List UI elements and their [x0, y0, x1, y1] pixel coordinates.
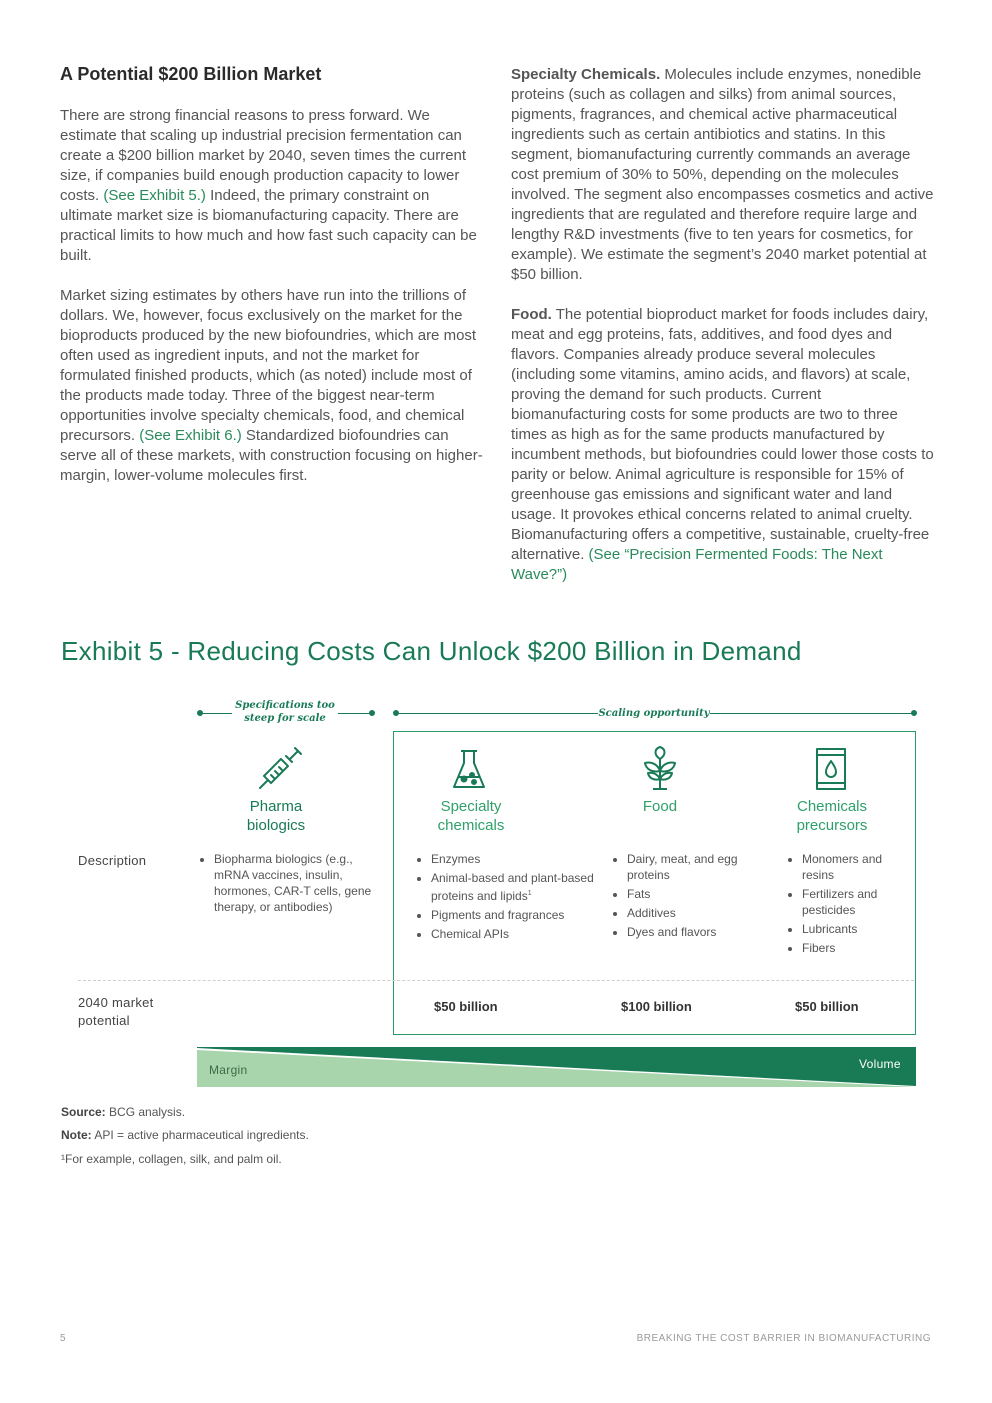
scaling-label: Scaling opportunity — [598, 708, 710, 719]
list-item: • Pigments and fragrances — [431, 907, 596, 923]
category-label-line: biologics — [246, 817, 306, 834]
note-text: API = active pharmaceutical ingredients. — [91, 1128, 309, 1142]
pharma-description-list — [198, 851, 389, 918]
margin-volume-wedge — [197, 1047, 916, 1087]
document-title: BREAKING THE COST BARRIER IN BIOMANUFACTURING — [636, 1333, 931, 1344]
lead-food: Food. — [511, 306, 552, 323]
spec-label-line-2: steep for scale — [244, 713, 326, 724]
left-column — [60, 62, 484, 506]
paragraph-text: The potential bioproduct market for foods includes dairy, meat and egg proteins, fats, additives, and food dyes and flavors. Companies already produce several molecules (including some vitamins, amino acids, and flavors) at scale, proving the demand for such products. Current biomanufacturing costs for some products are two to three times as high as for the same products manufactured by incumbent methods, but biofoundries could lower those costs to parity or below. Animal agriculture is responsible for 15% of greenhouse gas emissions and significant water and land usage. It provokes ethical concerns related to animal cruelty. Biomanufacturing offers a competitive, sustainable, cruelty-free alternative. — [511, 306, 934, 563]
note-label: Note: — [61, 1128, 92, 1142]
footnote: ¹For example, collagen, silk, and palm oil. — [61, 1152, 282, 1166]
source-text: BCG analysis. — [105, 1105, 186, 1119]
precision-foods-link[interactable]: (See “Precision Fermented Foods: The Next Wave?”) — [511, 546, 883, 583]
spec-label — [232, 699, 338, 725]
list-item: • Additives — [627, 905, 752, 921]
market-specialty: $50 billion — [434, 999, 498, 1014]
category-chemicals-label — [767, 797, 897, 835]
category-label-line: Specialty — [440, 798, 502, 815]
volume-label: Volume — [859, 1057, 901, 1071]
spec-arrow-start — [197, 710, 203, 716]
exhibit-5-link[interactable]: (See Exhibit 5.) — [103, 187, 206, 204]
category-specialty-label — [406, 797, 536, 835]
right-column — [511, 65, 934, 605]
paragraph-text: There are strong financial reasons to press forward. We estimate that scaling up industrial precision fermentation can create a $200 billion market by 2040, seven times the current size, if companies build enough production capacity to lower costs. — [60, 107, 467, 204]
flask-icon — [450, 749, 488, 791]
chemicals-description-list — [786, 851, 917, 959]
list-item: • Dairy, meat, and egg proteins — [627, 851, 752, 883]
food-description-list — [611, 851, 752, 943]
row-label-line: 2040 market — [78, 995, 154, 1010]
barrel-icon — [813, 747, 849, 791]
paragraph — [511, 65, 934, 285]
list-item: • Chemical APIs — [431, 926, 596, 942]
scaling-arrow-start — [393, 710, 399, 716]
syringe-icon — [257, 745, 303, 791]
paragraph-text: Market sizing estimates by others have run into the trillions of dollars. We, however, focus exclusively on the market for the bioproducts produced by the new biofoundries, which are most often used as ingredient inputs, and not the market for formulated finished products, which (as noted) include most of the products made today. Three of the biggest near-term opportunities involve specialty chemicals, food, and chemical precursors. — [60, 287, 477, 444]
list-item: • Fibers — [802, 940, 917, 956]
source-label: Source: — [61, 1105, 106, 1119]
list-item-text: Animal-based and plant-based proteins and lipids — [431, 871, 594, 903]
paragraph-text: Indeed, the primary constraint on ultimate market size is biomanufacturing capacity. There are practical limits to how much and how fast such capacity can be built. — [60, 187, 477, 264]
api-note — [61, 1127, 309, 1143]
list-item: • Fertilizers and pesticides — [802, 886, 917, 918]
list-item: • Lubricants — [802, 921, 917, 937]
spec-arrow-end — [369, 710, 375, 716]
list-item: • Biopharma biologics (e.g., mRNA vaccines, insulin, hormones, CAR-T cells, gene therapy, or antibodies) — [214, 851, 389, 915]
specialty-description-list — [415, 851, 596, 945]
category-food-label — [595, 797, 725, 816]
market-food: $100 billion — [621, 999, 692, 1014]
section-heading: A Potential $200 Billion Market — [60, 64, 322, 84]
list-item — [431, 870, 596, 904]
paragraph-text: Molecules include enzymes, nonedible proteins (such as collagen and silks) from animal sources, pigments, fragrances, and chemical active pharmaceutical ingredients such as certain antibiotics and statins. In this segment, biomanufacturing currently commands an average cost premium of 30% to 50%, depending on the molecules involved. The segment also encompasses cosmetics and active ingredients that are regulated and therefore require large and lengthy R&D investments (five to ten years for cosmetics, for example). We estimate the segment’s 2040 market potential at $50 billion. — [511, 66, 934, 283]
row-divider — [78, 980, 914, 981]
lead-specialty-chemicals: Specialty Chemicals. — [511, 66, 661, 83]
market-chemicals: $50 billion — [795, 999, 859, 1014]
category-pharma-label — [211, 797, 341, 835]
scaling-arrow-end — [911, 710, 917, 716]
list-item: • Dyes and flavors — [627, 924, 752, 940]
exhibit-6-link[interactable]: (See Exhibit 6.) — [139, 427, 242, 444]
row-label-description: Description — [78, 853, 147, 868]
paragraph — [511, 305, 934, 585]
category-label-line: precursors — [796, 817, 868, 834]
row-label-line: potential — [78, 1013, 130, 1028]
category-label-line: Food — [642, 798, 678, 815]
plant-icon — [640, 745, 680, 791]
list-item: • Fats — [627, 886, 752, 902]
row-label-market — [78, 994, 154, 1030]
margin-label: Margin — [209, 1063, 248, 1077]
exhibit-title: Exhibit 5 - Reducing Costs Can Unlock $200 Billion in Demand — [61, 636, 802, 666]
paragraph — [60, 106, 484, 266]
category-label-line: chemicals — [437, 817, 505, 834]
list-item: • Enzymes — [431, 851, 596, 867]
page-number: 5 — [60, 1333, 67, 1344]
category-label-line: Pharma — [249, 798, 303, 815]
list-item: • Monomers and resins — [802, 851, 917, 883]
paragraph — [60, 286, 484, 486]
source-note — [61, 1104, 185, 1120]
spec-label-line-1: Specifications too — [235, 700, 335, 711]
footnote-mark: 1 — [527, 890, 532, 897]
category-label-line: Chemicals — [796, 798, 868, 815]
paragraph-text: Standardized biofoundries can serve all of these markets, with construction focusing on higher-margin, lower-volume molecules first. — [60, 427, 483, 484]
